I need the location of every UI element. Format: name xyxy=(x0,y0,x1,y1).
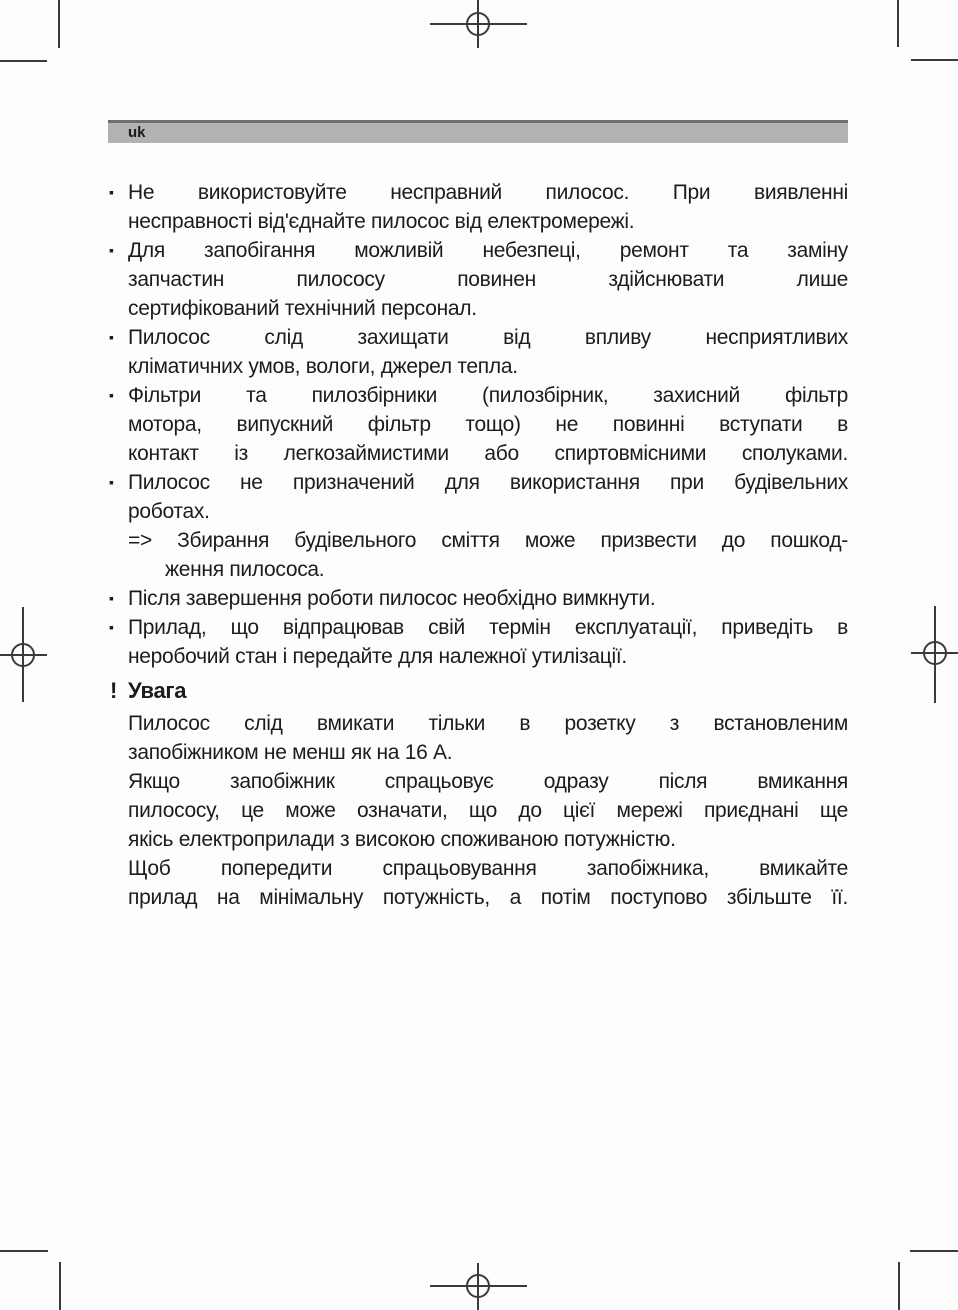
safety-bullet-list xyxy=(108,178,848,671)
text-line: кліматичних умов, вологи, джерел тепла. xyxy=(128,355,518,378)
bullet-item xyxy=(108,613,848,671)
bullet-item xyxy=(108,236,848,323)
warning-paragraph xyxy=(128,854,848,912)
text-line: несправності від'єднайте пилосос від електромережі. xyxy=(128,210,635,233)
language-header-bar xyxy=(108,120,848,143)
bullet-item xyxy=(108,468,848,584)
text-line: => Збирання будівельного сміття може призвести до пошкод- xyxy=(128,529,848,552)
text-line: Пилосос слід вмикати тільки в розетку з встановленим xyxy=(128,712,848,735)
crop-mark-top-left-hline xyxy=(0,60,47,62)
bullet-marker-icon: ▪ xyxy=(109,184,114,200)
text-line: запобіжником не менш як на 16 А. xyxy=(128,741,453,764)
warning-exclamation-mark: ! xyxy=(110,678,118,703)
crop-mark-bottom-left-hline xyxy=(0,1250,48,1252)
text-line: Пилосос не призначений для використання при будівельних xyxy=(128,471,848,494)
crop-mark-bottom-left-vline xyxy=(59,1262,61,1310)
text-line: Фільтри та пилозбірники (пилозбірник, захисний фільтр xyxy=(128,384,848,407)
text-line: контакт із легкозаймистими або спиртовмісними сполуками. xyxy=(128,442,848,465)
bullet-marker-icon: ▪ xyxy=(109,474,114,490)
registration-circle-right-icon xyxy=(923,641,947,665)
language-code-label: uk xyxy=(128,124,146,141)
crop-mark-bottom-right-hline xyxy=(910,1250,958,1252)
crop-mark-top-right-vline xyxy=(897,0,899,47)
registration-circle-top-icon xyxy=(466,12,490,36)
crop-mark-top-right-hline xyxy=(911,59,958,61)
bullet-item xyxy=(108,323,848,381)
bullet-item xyxy=(108,381,848,468)
text-line: Для запобігання можливій небезпеці, ремонт та заміну xyxy=(128,239,848,262)
text-line: сертифікований технічний персонал. xyxy=(128,297,477,320)
text-line: Після завершення роботи пилосос необхідно вимкнути. xyxy=(128,587,656,610)
text-line: Прилад, що відпрацював свій термін експлуатації, приведіть в xyxy=(128,616,848,639)
text-line: Пилосос слід захищати від впливу несприятливих xyxy=(128,326,848,349)
text-line: неробочий стан і передайте для належної утилізації. xyxy=(128,645,627,668)
bullet-item xyxy=(108,178,848,236)
text-line: мотора, випускний фільтр тощо) не повинні вступати в xyxy=(128,413,848,436)
bullet-marker-icon: ▪ xyxy=(109,329,114,345)
text-line: Не використовуйте несправний пилосос. При виявленні xyxy=(128,181,848,204)
bullet-item xyxy=(108,584,848,613)
text-line: ження пилососа. xyxy=(165,558,325,581)
warning-heading xyxy=(108,676,848,705)
registration-circle-bottom-icon xyxy=(466,1274,490,1298)
warning-paragraph xyxy=(128,709,848,767)
text-line: прилад на мінімальну потужність, а потім поступово збільште її. xyxy=(128,886,848,909)
text-line: пилососу, це може означати, що до цієї мережі приєднані ще xyxy=(128,799,848,822)
crop-mark-top-left-vline xyxy=(58,0,60,48)
warning-paragraphs xyxy=(108,709,848,912)
bullet-marker-icon: ▪ xyxy=(109,387,114,403)
registration-circle-left-icon xyxy=(11,643,35,667)
bullet-marker-icon: ▪ xyxy=(109,242,114,258)
warning-paragraph xyxy=(128,767,848,854)
text-line: Якщо запобіжник спрацьовує одразу після вмикання xyxy=(128,770,848,793)
text-line: роботах. xyxy=(128,500,210,523)
page-content xyxy=(108,178,848,912)
bullet-marker-icon: ▪ xyxy=(109,619,114,635)
text-line: запчастин пилососу повинен здійснювати лише xyxy=(128,268,848,291)
bullet-marker-icon: ▪ xyxy=(109,590,114,606)
text-line: Щоб попередити спрацьовування запобіжника, вмикайте xyxy=(128,857,848,880)
warning-title: Увага xyxy=(128,678,187,703)
crop-mark-bottom-right-vline xyxy=(898,1262,900,1310)
text-line: якісь електроприлади з високою споживаною потужністю. xyxy=(128,828,676,851)
